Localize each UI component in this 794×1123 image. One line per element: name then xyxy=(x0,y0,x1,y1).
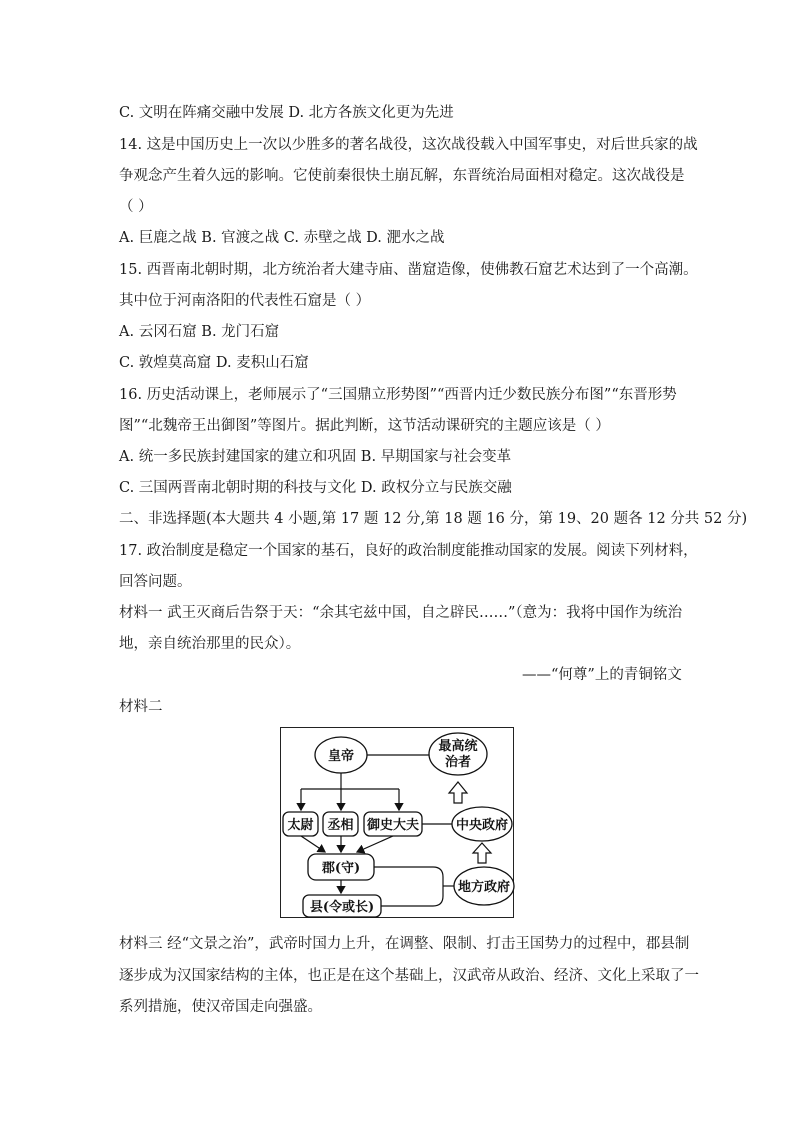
q13-options-cd: C. 文明在阵痛交融中发展 D. 北方各族文化更为先进 xyxy=(119,105,454,121)
commandery-label: 郡(守) xyxy=(321,861,361,876)
local-government-label: 地方政府 xyxy=(457,880,511,895)
q15-stem-line1: 15. 西晋南北朝时期，北方统治者大建寺庙、凿窟造像，使佛教石窟艺术达到了一个高潮。 xyxy=(119,262,698,278)
q14-answer-blank: （ ） xyxy=(119,199,153,215)
central-government-label: 中央政府 xyxy=(455,818,509,833)
chengxiang-label: 丞相 xyxy=(327,818,354,833)
q17-stem-line2: 回答问题。 xyxy=(119,574,192,590)
q16-options-ab: A. 统一多民族封建国家的建立和巩固 B. 早期国家与社会变革 xyxy=(119,449,512,465)
material1-line2: 地，亲自统治那里的民众）。 xyxy=(119,636,301,652)
diagram-canvas xyxy=(281,728,515,919)
q15-options-ab: A. 云冈石窟 B. 龙门石窟 xyxy=(119,324,280,340)
supreme-ruler-label-2: 治者 xyxy=(444,755,472,770)
material2-label: 材料二 xyxy=(119,699,163,715)
q14-options: A. 巨鹿之战 B. 官渡之战 C. 赤壁之战 D. 淝水之战 xyxy=(119,230,445,246)
q15-stem-line2: 其中位于河南洛阳的代表性石窟是（ ） xyxy=(119,293,371,309)
government-structure-diagram xyxy=(280,727,514,918)
material1-source: ——“何尊”上的青铜铭文 xyxy=(522,667,682,683)
q16-stem-line1: 16. 历史活动课上，老师展示了“三国鼎立形势图”“西晋内迁少数民族分布图”“东晋形势 xyxy=(119,387,677,403)
material3-line1: 材料三 经“文景之治”，武帝时国力上升，在调整、限制、打击王国势力的过程中，郡县制 xyxy=(119,936,690,952)
q15-options-cd: C. 敦煌莫高窟 D. 麦积山石窟 xyxy=(119,355,309,371)
q17-stem-line1: 17. 政治制度是稳定一个国家的基石，良好的政治制度能推动国家的发展。阅读下列材料， xyxy=(119,543,698,559)
supreme-ruler-label-1: 最高统 xyxy=(438,739,478,754)
county-label: 县(令或长) xyxy=(309,900,375,915)
emperor-label: 皇帝 xyxy=(327,749,355,764)
q14-stem-line2: 争观念产生着久远的影响。它使前秦很快土崩瓦解，东晋统治局面相对稳定。这次战役是 xyxy=(119,168,685,184)
material3-line3: 系列措施，使汉帝国走向强盛。 xyxy=(119,999,322,1015)
q16-options-cd: C. 三国两晋南北朝时期的科技与文化 D. 政权分立与民族交融 xyxy=(119,480,512,496)
q16-stem-line2: 图”“北魏帝王出御图”等图片。据此判断，这节活动课研究的主题应该是（ ） xyxy=(119,418,610,434)
yushi-label: 御史大夫 xyxy=(366,818,420,833)
material3-line2: 逐步成为汉国家结构的主体，也正是在这个基础上，汉武帝从政治、经济、文化上采取了一 xyxy=(119,968,699,984)
q14-stem-line1: 14. 这是中国历史上一次以少胜多的著名战役，这次战役载入中国军事史，对后世兵家的战 xyxy=(119,137,698,153)
material1-line1: 材料一 武王灭商后告祭于天：“余其宅兹中国，自之辟民……”（意为：我将中国作为统治 xyxy=(119,605,683,621)
section-two-heading: 二、非选择题(本大题共 4 小题,第 17 题 12 分,第 18 题 16 分，第 19、20 题各 12 分共 52 分) xyxy=(119,511,748,527)
taiwei-label: 太尉 xyxy=(287,818,314,833)
